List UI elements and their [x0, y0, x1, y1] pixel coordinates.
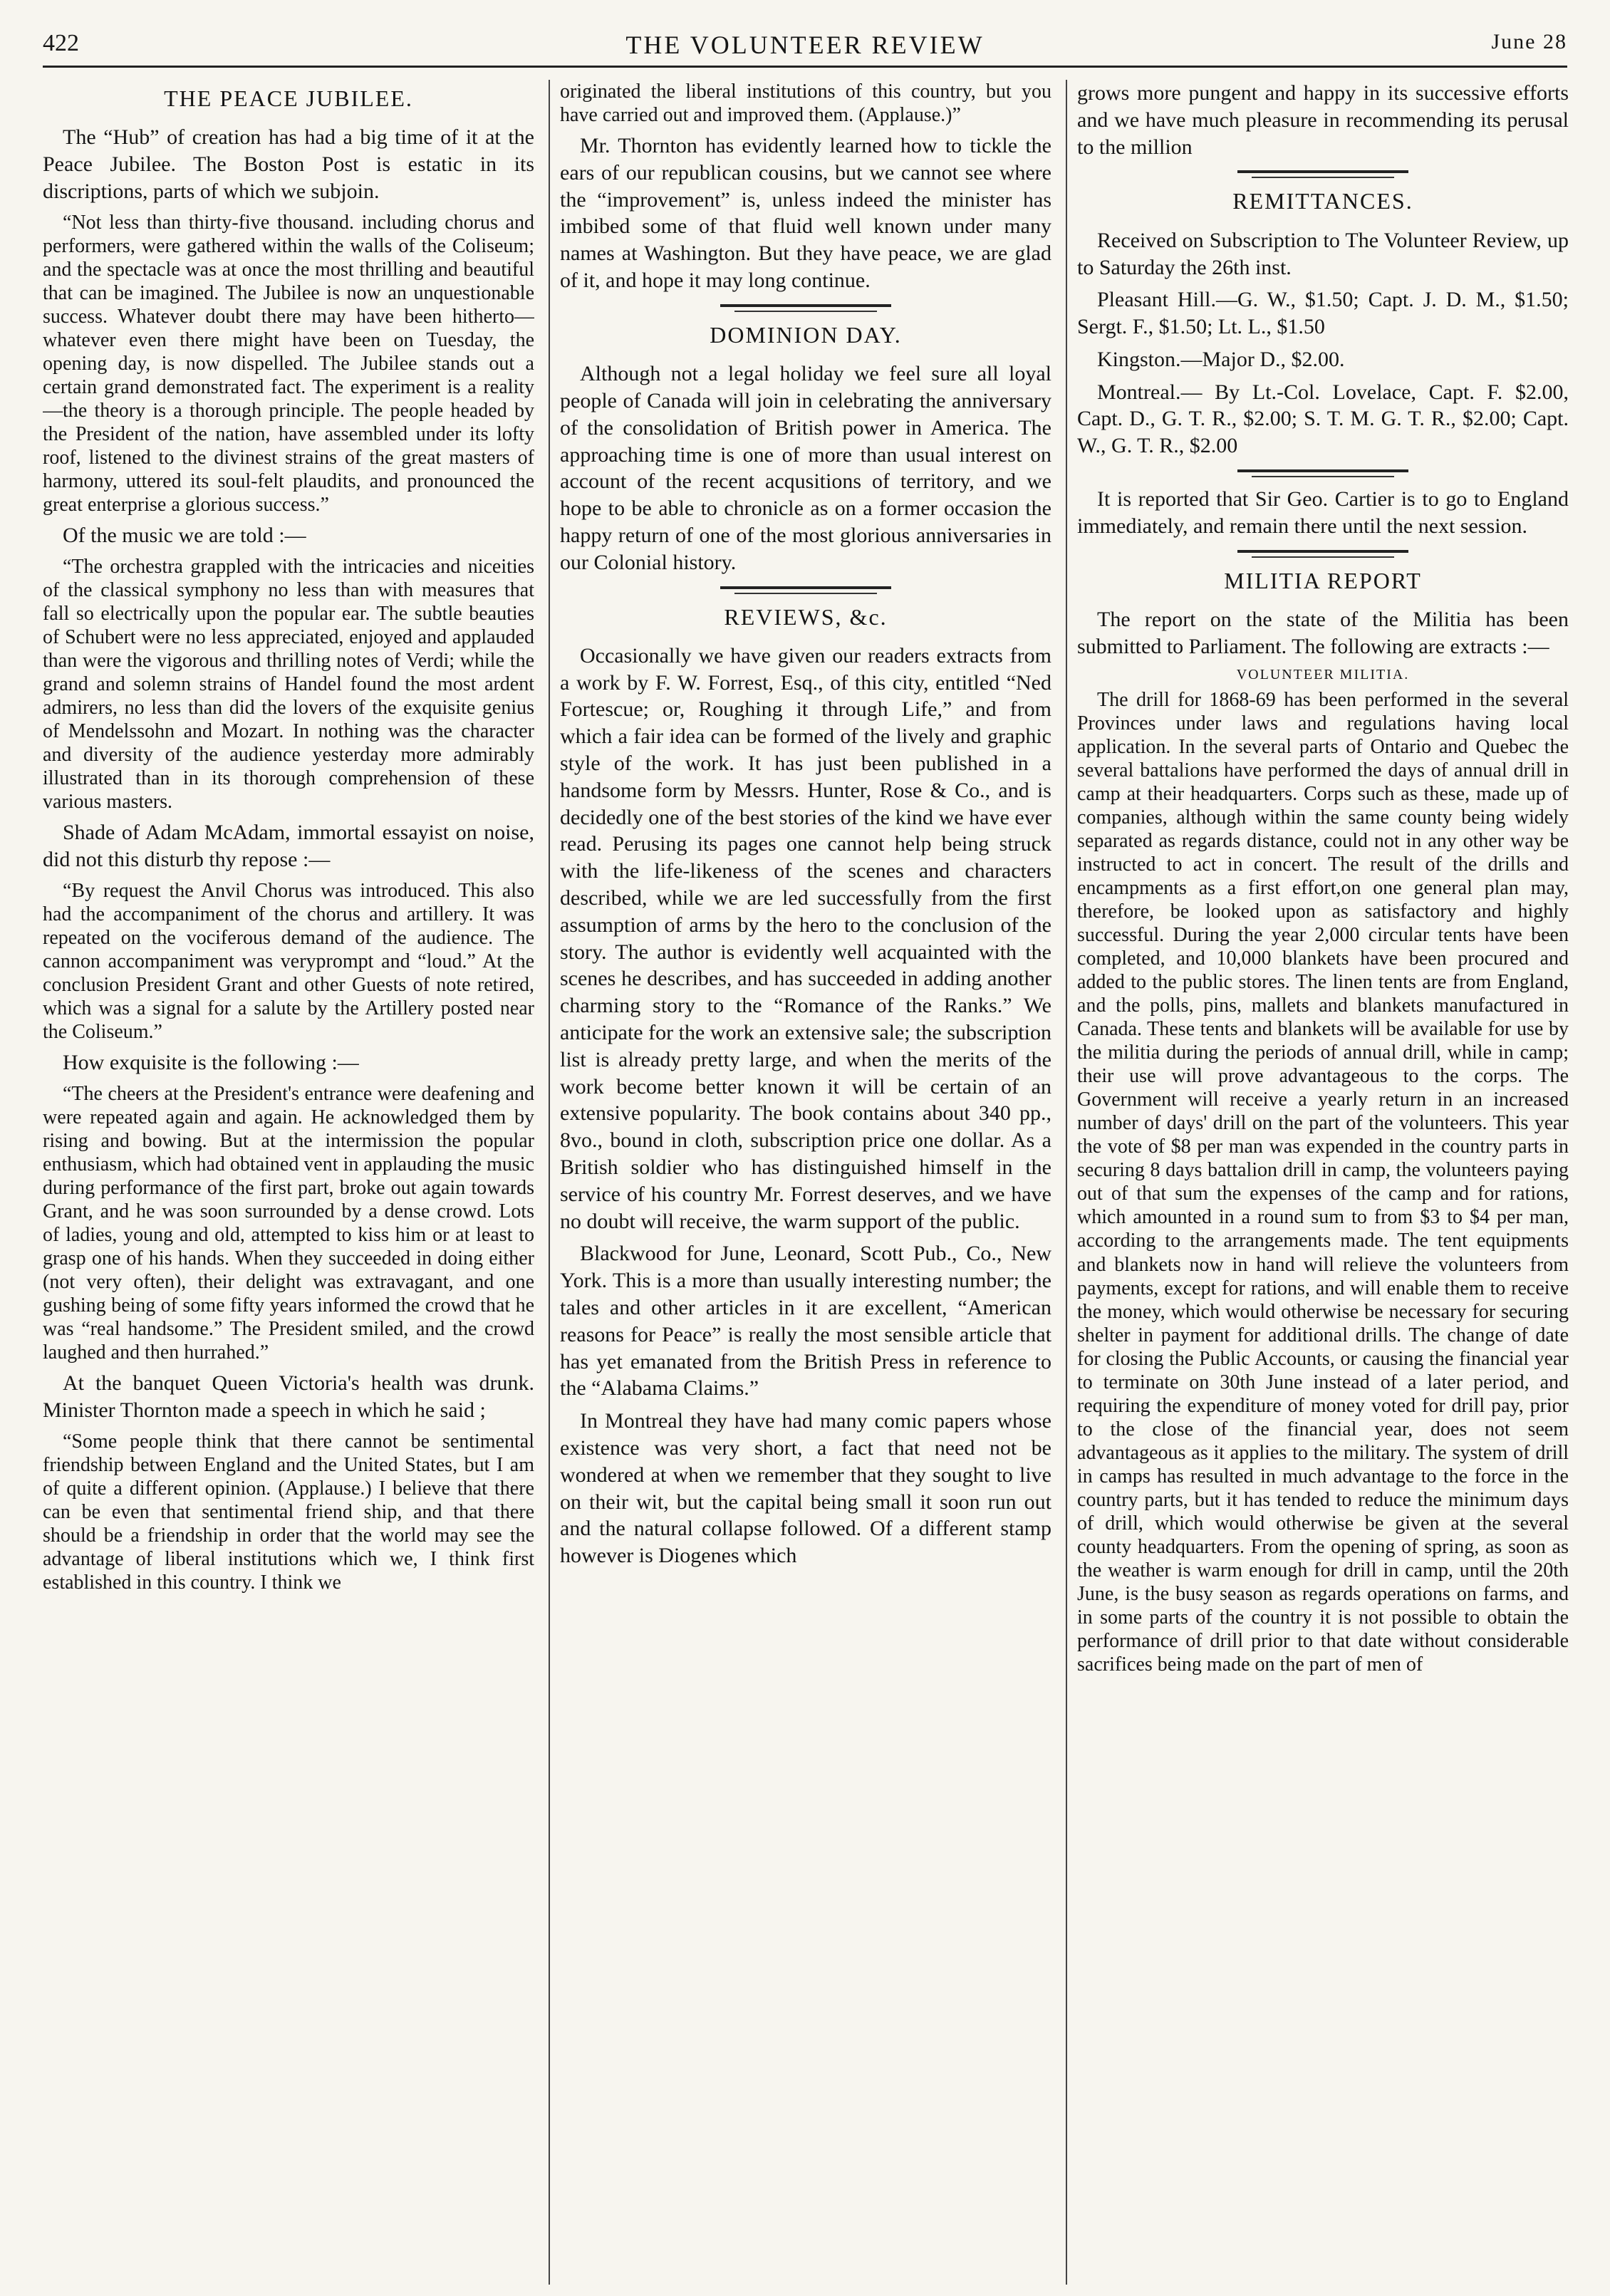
paragraph: Of the music we are told :— [63, 524, 306, 548]
quotation: “Some people think that there cannot be sentimental friendship between England and the United States, but I am of quite a different opinion. (Applause.) I believe that there can be even that sentimental friend ship, and that there should be a friendship in order that the world may see the advantage of liberal institutions which we, I think first established in this country. I think we [43, 1430, 534, 1594]
column-3 [1077, 80, 1569, 2281]
quotation: “By request the Anvil Chorus was introduced. This also had the accompaniment of the chorus and artillery. It was repeated on the vociferous demand of the audience. The cannon accompaniment was veryprompt and “loud.” At the conclusion President Grant and other Guests of note retired, which was a signal for a salute by the Artillery posted near the Coliseum.” [43, 879, 534, 1044]
paragraph: The “Hub” of creation has had a big time of it at the Peace Jubilee. The Boston Post is estatic in its discriptions, parts of which we subjoin. [43, 125, 534, 203]
section-rule [1237, 469, 1408, 477]
paragraph: Pleasant Hill.—G. W., $1.50; Capt. J. D. M., $1.50; Sergt. F., $1.50; Lt. L., $1.50 [1077, 288, 1569, 339]
article-heading-peace-jubilee: THE PEACE JUBILEE. [164, 85, 413, 111]
paragraph: Mr. Thornton has evidently learned how to tickle the ears of our republican cousins, but we cannot see where the “improvement” is, unless indeed the minister has imbibed some of that fluid well known under many names at Washington. But they have peace, we are glad of it, and hope it may long continue. [560, 134, 1051, 293]
paragraph: Although not a legal holiday we feel sure all loyal people of Canada will join in celebrating the anniversary of the consolidation of British power in America. The approaching time is one of more than usual interest on account of the recent acqusitions of territory, and we hope to be able to chronicle as on a former occasion the happy return of one of the most glorious anniversaries in our Colonial history. [560, 362, 1051, 574]
paragraph: How exquisite is the following :— [63, 1051, 359, 1075]
paragraph: The report on the state of the Militia has been submitted to Parliament. The following are extracts :— [1077, 607, 1569, 658]
issue-date: June 28 [1491, 30, 1567, 53]
page-number: 422 [43, 30, 79, 56]
paragraph: grows more pungent and happy in its successive efforts and we have much pleasure in recommending its perusal to the million [1077, 81, 1569, 159]
page-header [43, 30, 1567, 68]
quotation: “The orchestra grappled with the intricacies and niceities of the classical symphony no less than with measures that fall so electrically upon the popular ear. The subtle beauties of Schubert were no less appreciated, enjoyed and applauded than were the vigorous and thrilling notes of Verdi; while the grand and solemn strains of Handel found the most ardent admirers, no less than did the lovers of the exquisite genius of Mendelssohn and Mozart. In nothing was the character and diversity of the audience yesterday more admirably illustrated than in its thorough comprehension of these various masters. [43, 555, 534, 814]
quotation: originated the liberal institutions of this country, but you have carried out and improved them. (Applause.)” [560, 80, 1051, 127]
subheading-volunteer-militia: VOLUNTEER MILITIA. [1236, 666, 1410, 682]
article-heading-reviews: REVIEWS, &c. [724, 603, 888, 630]
column-divider [549, 80, 550, 2285]
column-divider [1066, 80, 1067, 2285]
article-heading-militia-report: MILITIA REPORT [1224, 567, 1422, 593]
article-heading-dominion-day: DOMINION DAY. [710, 321, 902, 348]
section-rule [1237, 170, 1408, 178]
section-rule [720, 586, 891, 594]
paragraph: At the banquet Queen Victoria's health was drunk. Minister Thornton made a speech in which he said ; [43, 1371, 534, 1423]
section-rule [1237, 550, 1408, 558]
paragraph: Montreal.— By Lt.-Col. Lovelace, Capt. F. $2.00, Capt. D., G. T. R., $2.00; S. T. M. G. T. R., $2.00; Capt. W., G. T. R., $2.00 [1077, 380, 1569, 458]
section-rule [720, 304, 891, 312]
paragraph: Shade of Adam McAdam, immortal essayist on noise, did not this disturb thy repose :— [43, 821, 534, 872]
paragraph: In Montreal they have had many comic papers whose existence was very short, a fact that need not be wondered at when we remember that they sought to live on their wit, but the capital being small it soon run out and the natural collapse followed. Of a different stamp however is Diogenes which [560, 1409, 1051, 1568]
paragraph: Occasionally we have given our readers extracts from a work by F. W. Forrest, Esq., of this city, entitled “Ned Fortescue; or, Roughing it through Life,” and from which a fair idea can be formed of the lively and graphic style of the work. It has just been published in a handsome form by Messrs. Hunter, Rose & Co., and is decidedly one of the best stories of the kind we have ever read. Perusing its pages one cannot help being struck with the life-likeness of the scenes and characters described, while we are led successfully from the first assumption of arms by the hero to the conclusion of the story. The author is evidently well acquainted with the scenes he describes, and has succeeded in adding another charming story to the “Romance of the Ranks.” We anticipate for the work an extensive sale; the subscription list is already pretty large, and when the merits of the work become better known it will be certain of an extensive popularity. The book contains about 340 pp., 8vo., bound in cloth, subscription price one dollar. As a British soldier who has distinguished himself in the service of his country Mr. Forrest deserves, and we have no doubt will receive, the warm support of the public. [560, 643, 1051, 1233]
paragraph: Kingston.—Major D., $2.00. [1097, 347, 1345, 371]
column-1 [43, 80, 534, 2281]
newspaper-title: THE VOLUNTEER REVIEW [625, 31, 985, 59]
paragraph: Blackwood for June, Leonard, Scott Pub., Co., New York. This is a more than usually interesting number; the tales and other articles in it are excellent, “American reasons for Peace” is really the most sensible article that has yet emanated from the British Press in reference to the “Alabama Claims.” [560, 1242, 1051, 1401]
column-2 [560, 80, 1051, 2281]
article-heading-remittances: REMITTANCES. [1232, 188, 1413, 214]
paragraph: It is reported that Sir Geo. Cartier is to go to England immediately, and remain there until the next session. [1077, 487, 1569, 538]
quotation: “Not less than thirty-five thousand. including chorus and performers, were gathered within the walls of the Coliseum; and the spectacle was at once the most thrilling and beautiful that can be imagined. The Jubilee is now an unquestionable success. Whatever doubt there may have been hitherto—whatever even there might have been on Tuesday, the opening day, is now dispelled. The Jubilee stands out a certain grand demonstrated fact. The experiment is a reality—the theory is a thorough principle. The people headed by the President of the nation, have assembled under its lofty roof, listened to the divinest strains of the great masters of harmony, uttered its soul-felt plaudits, and pronounced the great enterprise a glorious success.” [43, 211, 534, 516]
quotation: The drill for 1868-69 has been performed in the several Provinces under laws and regulations having local application. In the several parts of Ontario and Quebec the several battalions have performed the days of annual drill in camp at their headquarters. Corps such as these, made up of companies, although within the same county being widely separated as regards distance, could not in any other way be instructed to act in concert. The result of the drills and encampments as a first effort,on one general plan may, therefore, be looked upon as satisfactory and highly successful. During the year 2,000 circular tents have been completed, and 10,000 blankets have been procured and added to the public stores. The linen tents are from England, and the polls, pins, mallets and blankets manufactured in Canada. These tents and blankets will be available for use by the militia during the periods of annual drill, while in camp; their use will prove advantageous to the corps. The Government will receive a yearly return in an increased number of days' drill on the part of the volunteers. This year the vote of $8 per man was expended in the country parts in securing 8 days battalion drill in camp, the volunteers paying out of that sum the expenses of the camp and for rations, which amounted in a round sum to from $3 to $4 per man, according to the arrangements made. The tent equipments and blankets now in hand will relieve the volunteers from payments, except for rations, and will enable them to receive the money, which would otherwise be necessary for securing shelter in payment for additional drills. The change of date for closing the Public Accounts, or causing the financial year to terminate on 30th June instead of a later period, and requiring the expenditure of money voted for drill pay, prior to the close of the financial year, does not seem advantageous as it applies to the military. The system of drill in camps has resulted in much advantage to the force in the country parts, but it has tended to reduce the minimum days of drill, which would otherwise be given at the several county headquarters. From the opening of spring, as soon as the weather is warm enough for drill in camp, until the 20th June, is the busy season as regards operations on farms, and in some parts of the country it is not possible to obtain the performance of drill prior to that date without considerable sacrifices being made on the part of men of [1077, 688, 1569, 1676]
paragraph: Received on Subscription to The Volunteer Review, up to Saturday the 26th inst. [1077, 228, 1569, 279]
quotation: “The cheers at the President's entrance were deafening and were repeated again and again. He acknowledged them by rising and bowing. But at the intermission the popular enthusiasm, which had obtained vent in applauding the music during performance of the first part, broke out again towards Grant, and he was soon surrounded by a dense crowd. Lots of ladies, young and old, attempted to kiss him or at least to grasp one of his hands. When they succeeded in doing either (not very often), their delight was extravagant, and one gushing being of some fifty years informed the crowd that he was “real handsome.” The President smiled, and the crowd laughed and then hurrahed.” [43, 1082, 534, 1364]
